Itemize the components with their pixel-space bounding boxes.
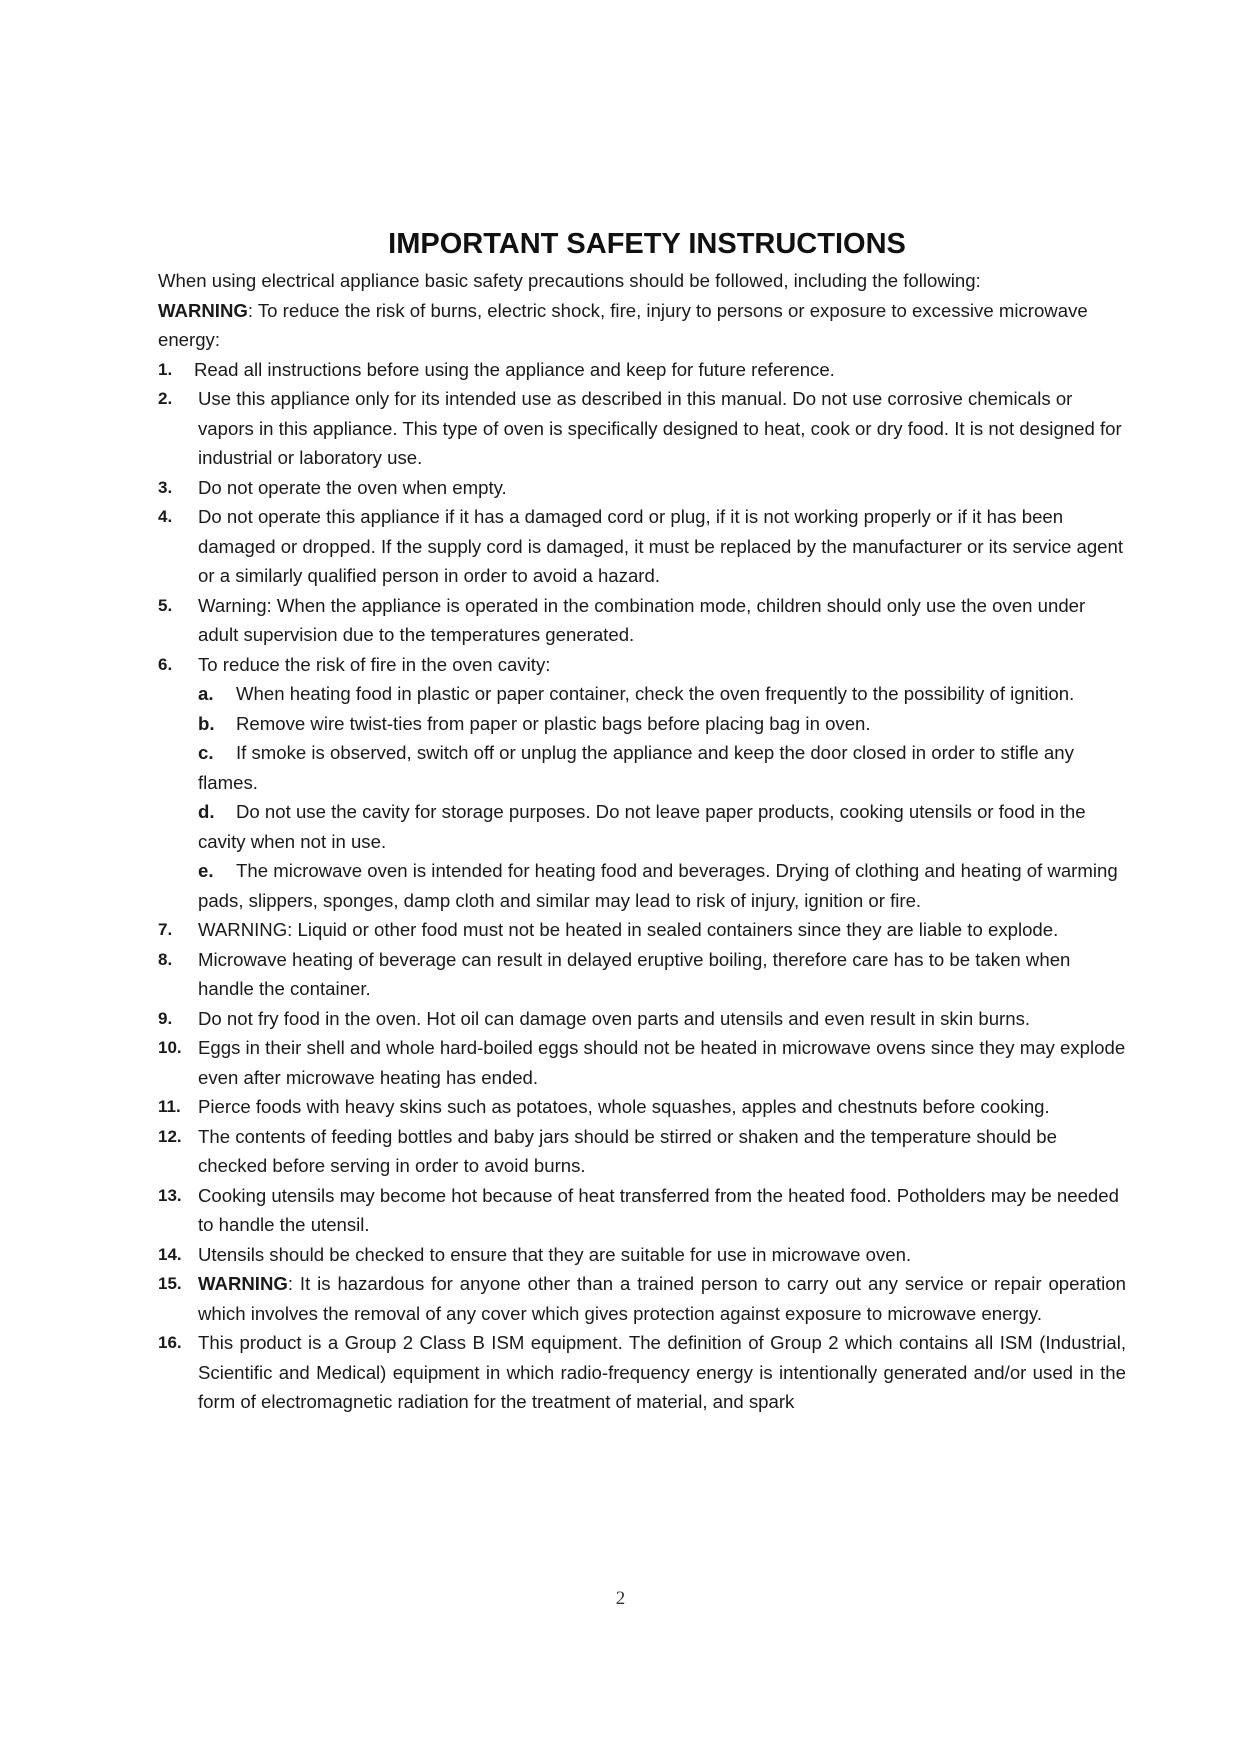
list-item-12 (158, 1122, 1126, 1181)
list-item-15 (158, 1269, 1126, 1328)
sub-list (198, 679, 1126, 915)
list-item-9 (158, 1004, 1126, 1034)
item-text: Eggs in their shell and whole hard-boiled eggs should not be heated in microwave ovens since they may explode even after microwave heating has ended. (198, 1037, 1126, 1088)
item-text: To reduce the risk of fire in the oven cavity: (198, 653, 551, 675)
sub-item-letter: b. (198, 712, 215, 734)
item-text: Pierce foods with heavy skins such as potatoes, whole squashes, apples and chestnuts before cooking. (198, 1096, 1050, 1117)
item-number: 2. (158, 389, 173, 408)
list-item-2 (158, 384, 1126, 473)
sub-item-a (198, 679, 1126, 709)
item-text: Warning: When the appliance is operated in the combination mode, children should only use the oven under adult supervision due to the temperatures generated. (198, 594, 1086, 645)
sub-item-text: When heating food in plastic or paper container, check the oven frequently to the possibility of ignition. (236, 683, 1075, 704)
item-text: The contents of feeding bottles and baby jars should be stirred or shaken and the temperature should be checked before serving in order to avoid burns. (198, 1125, 1057, 1176)
sub-item-text: If smoke is observed, switch off or unplug the appliance and keep the door closed in order to stifle any flames. (198, 742, 1074, 793)
sub-item-text: The microwave oven is intended for heating food and beverages. Drying of clothing and heating of warming pads, slippers, sponges, damp cloth and similar may lead to risk of injury, ignition or fire. (198, 860, 1118, 911)
sub-item-letter: d. (198, 801, 215, 822)
sub-item-letter: e. (198, 860, 214, 881)
list-item-8 (158, 945, 1126, 1004)
item-number: 1. (158, 359, 173, 379)
item-warning-label: WARNING (198, 1273, 288, 1294)
item-number: 5. (158, 595, 173, 615)
list-item-11 (158, 1092, 1126, 1122)
item-text: This product is a Group 2 Class B ISM equipment. The definition of Group 2 which contains all ISM (Industrial, Scientific and Medical) equipment in which radio-frequency energy is intentionally generated and/or used in the form of electromagnetic radiation for the treatment of material, and spark (198, 1332, 1126, 1412)
list-item-13 (158, 1181, 1126, 1240)
item-number: 4. (158, 507, 173, 526)
warning-label: WARNING (158, 299, 248, 321)
list-item-10 (158, 1033, 1126, 1092)
item-number: 6. (158, 654, 173, 674)
item-number: 8. (158, 949, 173, 969)
sub-item-letter: a. (198, 683, 214, 704)
list-item-7 (158, 915, 1126, 945)
item-text: Utensils should be checked to ensure that they are suitable for use in microwave oven. (198, 1243, 912, 1265)
item-text: Use this appliance only for its intended use as described in this manual. Do not use corrosive chemicals or vapors in this appliance. This type of oven is specifically designed to heat, cook or dry food. It is not designed for industrial or laboratory use. (198, 388, 1122, 468)
list-item-5 (158, 591, 1126, 650)
warning-text: : To reduce the risk of burns, electric shock, fire, injury to persons or exposure to excessive microwave energy: (158, 299, 1088, 350)
item-number: 3. (158, 477, 173, 497)
list-item-6 (158, 650, 1126, 916)
item-text: Cooking utensils may become hot because of heat transferred from the heated food. Potholders may be needed to handle the utensil. (198, 1184, 1119, 1235)
sub-item-text: Remove wire twist-ties from paper or plastic bags before placing bag in oven. (236, 712, 871, 734)
page-title: IMPORTANT SAFETY INSTRUCTIONS (388, 228, 906, 260)
item-text: Read all instructions before using the appliance and keep for future reference. (194, 358, 835, 380)
item-number: 7. (158, 920, 173, 939)
page-number: 2 (615, 1588, 626, 1609)
item-text: : It is hazardous for anyone other than a trained person to carry out any service or repair operation which involves the removal of any cover which gives protection against exposure to microwave energy. (198, 1273, 1126, 1324)
sub-item-b (198, 709, 1126, 739)
item-text: Microwave heating of beverage can result in delayed eruptive boiling, therefore care has to be taken when handle the container. (198, 948, 1071, 999)
sub-item-c (198, 738, 1126, 797)
instruction-list (158, 355, 1126, 1417)
item-number: 16. (158, 1333, 182, 1352)
list-item-14 (158, 1240, 1126, 1270)
list-item-4 (158, 502, 1126, 591)
item-number: 10. (158, 1038, 182, 1057)
intro-paragraph: When using electrical appliance basic safety precautions should be followed, including the following: (158, 270, 981, 291)
item-number: 15. (158, 1274, 182, 1293)
list-item-1 (158, 355, 1126, 385)
document-page (158, 226, 1126, 1417)
sub-item-text: Do not use the cavity for storage purposes. Do not leave paper products, cooking utensils or food in the cavity when not in use. (198, 801, 1086, 852)
list-item-3 (158, 473, 1126, 503)
item-text: WARNING: Liquid or other food must not be heated in sealed containers since they are liable to explode. (198, 919, 1059, 940)
warning-paragraph (158, 296, 1126, 355)
item-number: 9. (158, 1008, 173, 1028)
item-text: Do not operate the oven when empty. (198, 476, 507, 498)
item-number: 14. (158, 1244, 182, 1264)
item-number: 11. (158, 1097, 181, 1116)
item-number: 12. (158, 1126, 182, 1146)
sub-item-e (198, 856, 1126, 915)
sub-item-d (198, 797, 1126, 856)
item-text: Do not fry food in the oven. Hot oil can damage oven parts and utensils and even result in skin burns. (198, 1007, 1031, 1029)
list-item-16 (158, 1328, 1126, 1417)
item-text: Do not operate this appliance if it has a damaged cord or plug, if it is not working properly or if it has been damaged or dropped. If the supply cord is damaged, it must be replaced by the manufacturer or its service agent or a similarly qualified person in order to avoid a hazard. (198, 506, 1124, 586)
sub-item-letter: c. (198, 742, 214, 763)
item-number: 13. (158, 1185, 182, 1205)
